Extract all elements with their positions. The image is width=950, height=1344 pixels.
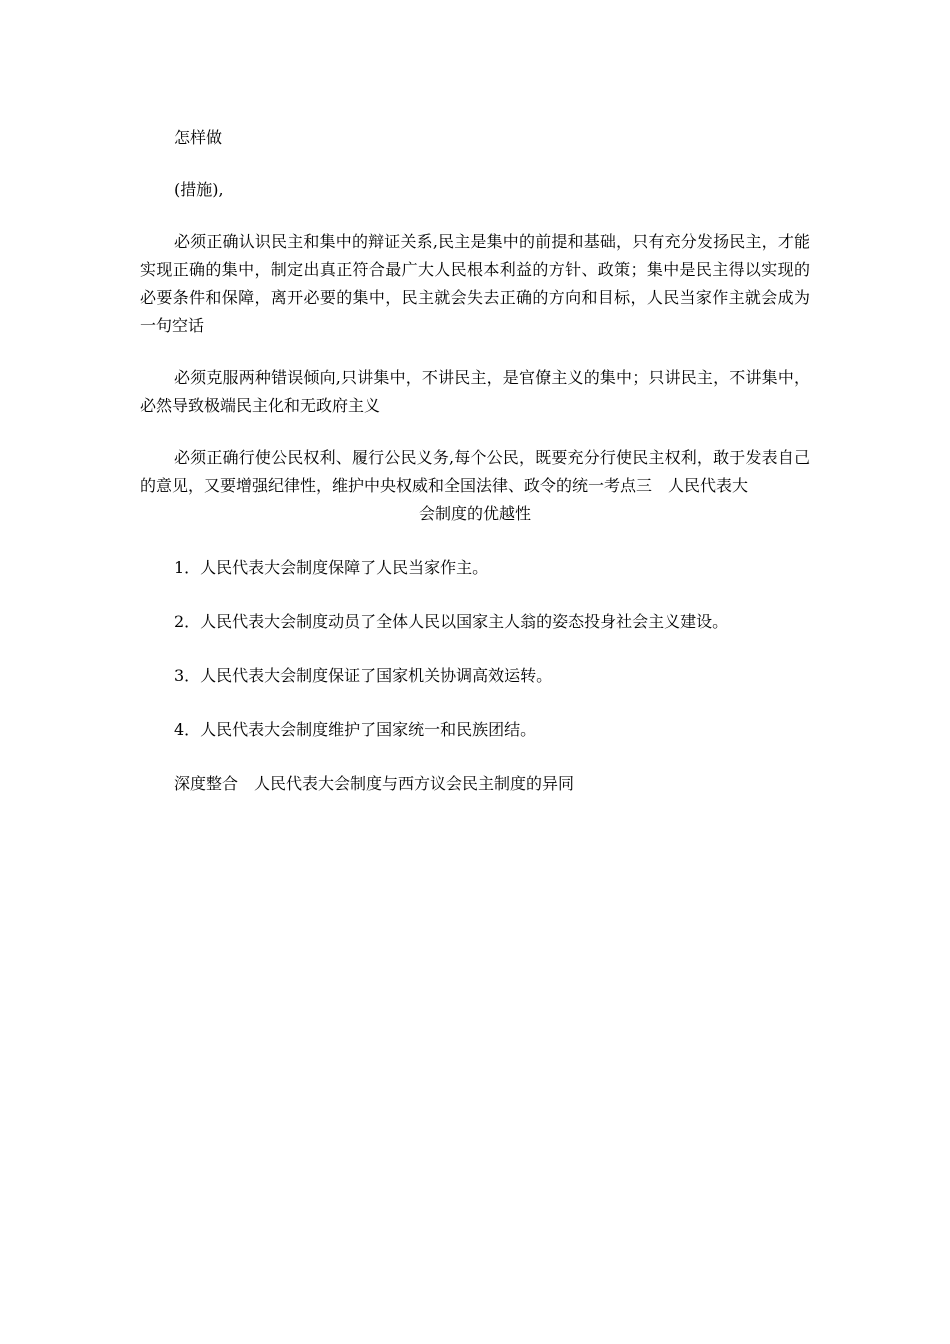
paragraph-rights-centered: 会制度的优越性 (418, 504, 531, 523)
list-item: 3．人民代表大会制度保证了国家机关协调高效运转。 (174, 666, 553, 685)
document-body (140, 124, 810, 798)
list-item: 4．人民代表大会制度维护了国家统一和民族团结。 (174, 720, 537, 739)
closing-heading: 深度整合 人民代表大会制度与西方议会民主制度的异同 (174, 774, 575, 793)
heading-how: 怎样做 (174, 128, 223, 147)
paragraph-rights: 必须正确行使公民权利、履行公民义务,每个公民，既要充分行使民主权利，敢于发表自己的意见，又要增强纪律性，维护中央权威和全国法律、政令的统一考点三 人民代表大 (140, 448, 810, 495)
paragraph-tendencies: 必须克服两种错误倾向,只讲集中，不讲民主，是官僚主义的集中；只讲民主，不讲集中，必然导致极端民主化和无政府主义 (140, 368, 810, 415)
list-item: 2．人民代表大会制度动员了全体人民以国家主人翁的姿态投身社会主义建设。 (174, 612, 729, 631)
list-item: 1．人民代表大会制度保障了人民当家作主。 (174, 558, 489, 577)
paragraph-dialectic: 必须正确认识民主和集中的辩证关系,民主是集中的前提和基础，只有充分发扬民主，才能实现正确的集中，制定出真正符合最广大人民根本利益的方针、政策；集中是民主得以实现的必要条件和保障，离开必要的集中，民主就会失去正确的方向和目标，人民当家作主就会成为一句空话 (140, 232, 810, 335)
heading-measures: (措施), (174, 180, 224, 199)
